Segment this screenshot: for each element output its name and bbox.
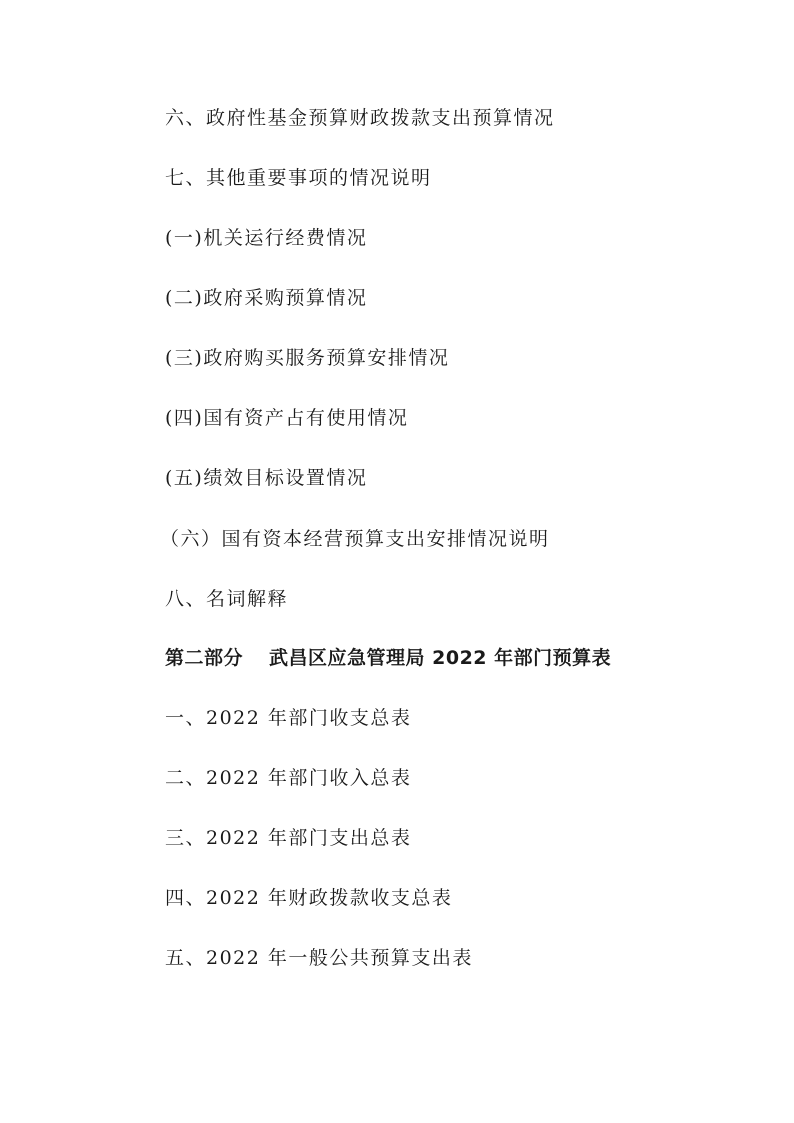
toc-item-7-6: （六）国有资本经营预算支出安排情况说明	[160, 528, 550, 550]
toc-item-7-1: (一)机关运行经费情况	[165, 227, 368, 249]
toc-table-3: 三、2022 年部门支出总表	[165, 827, 412, 849]
toc-table-5: 五、2022 年一般公共预算支出表	[165, 947, 473, 969]
toc-item-7-5: (五)绩效目标设置情况	[165, 467, 368, 489]
toc-item-7-2: (二)政府采购预算情况	[165, 287, 368, 309]
toc-item-8: 八、名词解释	[165, 588, 289, 610]
part-two-label: 第二部分	[165, 647, 244, 669]
part-two-title: 武昌区应急管理局 2022 年部门预算表	[269, 647, 612, 669]
toc-table-4: 四、2022 年财政拨款收支总表	[165, 887, 453, 909]
toc-item-7: 七、其他重要事项的情况说明	[165, 167, 432, 189]
toc-item-7-4: (四)国有资产占有使用情况	[165, 407, 409, 429]
toc-item-6: 六、政府性基金预算财政拨款支出预算情况	[165, 107, 555, 129]
toc-table-2: 二、2022 年部门收入总表	[165, 767, 412, 789]
toc-item-7-3: (三)政府购买服务预算安排情况	[165, 347, 450, 369]
part-two-heading	[165, 646, 611, 670]
toc-table-1: 一、2022 年部门收支总表	[165, 707, 412, 729]
